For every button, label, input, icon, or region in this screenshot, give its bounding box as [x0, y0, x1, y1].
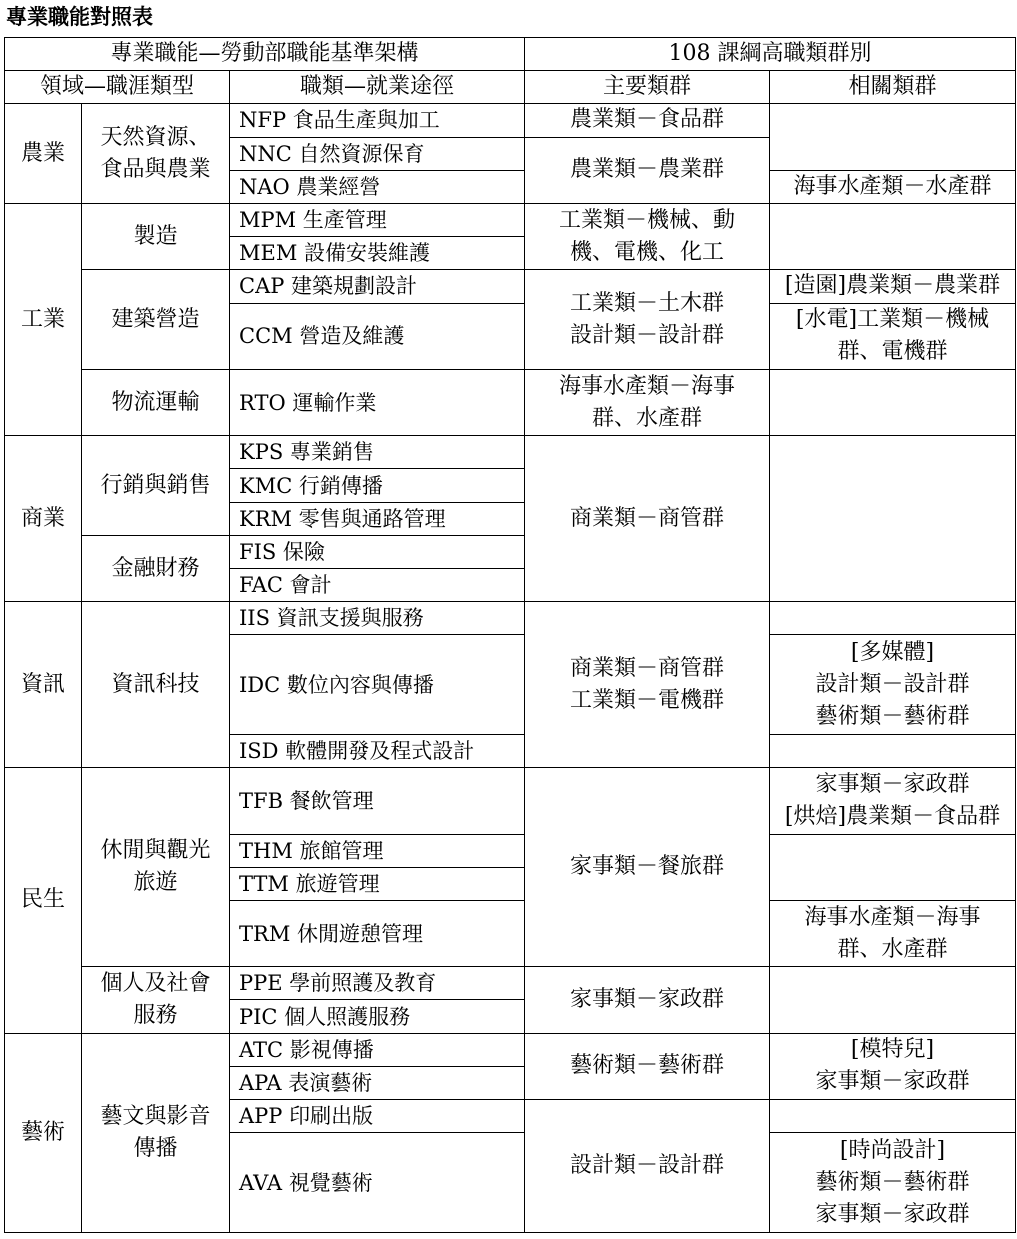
career-logistics: 物流運輸 [82, 369, 230, 435]
cell-line: 家事類－家政群 [815, 771, 970, 797]
occupation-fac: FAC 會計 [230, 569, 525, 602]
cell-line: 商業類－商管群 [569, 655, 724, 681]
related-group-idc [770, 635, 1016, 735]
cell-line: 設計類－設計群 [569, 322, 724, 348]
cell-line: 個人及社會 [100, 970, 211, 996]
table-row [5, 270, 1016, 303]
header-row-2 [5, 71, 1016, 104]
occupation-rto: RTO 運輸作業 [230, 369, 525, 435]
cell-line: [水電]工業類－機械 [795, 307, 990, 333]
occupation-pic: PIC 個人照護服務 [230, 1000, 525, 1033]
domain-agriculture: 農業 [5, 104, 82, 204]
cell-line: 工業類－土木群 [569, 290, 724, 316]
domain-commerce: 商業 [5, 436, 82, 602]
header-domain-type: 領域—職涯類型 [5, 71, 230, 104]
cell-line: 傳播 [133, 1135, 178, 1161]
related-group-nao: 海事水產類－水產群 [770, 170, 1016, 203]
main-group-food: 農業類－食品群 [525, 104, 770, 137]
career-finance: 金融財務 [82, 535, 230, 601]
occupation-ava: AVA 視覺藝術 [230, 1133, 525, 1233]
related-group-tfb [770, 768, 1016, 834]
occupation-atc: ATC 影視傳播 [230, 1033, 525, 1066]
main-group-agri: 農業類－農業群 [525, 137, 770, 203]
occupation-app: APP 印刷出版 [230, 1100, 525, 1133]
main-group-mech [525, 203, 770, 269]
main-group-business: 商業類－商管群 [525, 436, 770, 602]
cell-line: [模特兒] [850, 1037, 935, 1063]
cell-line: 天然資源、 [100, 124, 211, 150]
cell-line: 藝文與影音 [100, 1103, 211, 1129]
cell-line: 食品與農業 [100, 156, 211, 182]
domain-arts: 藝術 [5, 1033, 82, 1232]
table-row [5, 1033, 1016, 1066]
header-main-group: 主要類群 [525, 71, 770, 104]
occupation-thm: THM 旅館管理 [230, 834, 525, 867]
main-group-home: 家事類－家政群 [525, 967, 770, 1033]
occupation-iis: IIS 資訊支援與服務 [230, 602, 525, 635]
cell-line: 藝術類－藝術群 [815, 1169, 970, 1195]
cell-line: 工業類－電機群 [569, 687, 724, 713]
occupation-ttm: TTM 旅遊管理 [230, 867, 525, 900]
career-manufacturing: 製造 [82, 203, 230, 269]
related-group-ccm [770, 303, 1016, 369]
career-arts-media [82, 1033, 230, 1232]
occupation-nfp: NFP 食品生產與加工 [230, 104, 525, 137]
table-row [5, 104, 1016, 137]
table-row [5, 436, 1016, 469]
occupation-krm: KRM 零售與通路管理 [230, 502, 525, 535]
career-personal-service [82, 967, 230, 1033]
cell-line: 家事類－家政群 [815, 1201, 970, 1227]
cell-line: 家事類－家政群 [815, 1069, 970, 1095]
main-group-civil-design [525, 270, 770, 370]
occupation-kmc: KMC 行銷傳播 [230, 469, 525, 502]
occupation-ccm: CCM 營造及維護 [230, 303, 525, 369]
cell-line: [時尚設計] [839, 1137, 946, 1163]
cell-line: 海事水產類－海事 [558, 373, 735, 399]
main-group-arts: 藝術類－藝術群 [525, 1033, 770, 1099]
occupation-nao: NAO 農業經營 [230, 170, 525, 203]
occupation-tfb: TFB 餐飲管理 [230, 768, 525, 834]
occupation-idc: IDC 數位內容與傳播 [230, 635, 525, 735]
cell-line: 服務 [133, 1002, 178, 1028]
header-row-1 [5, 38, 1016, 71]
career-marketing: 行銷與銷售 [82, 436, 230, 536]
main-group-marine [525, 369, 770, 435]
related-group-empty [770, 602, 1016, 635]
cell-line: 海事水產類－海事 [804, 904, 981, 930]
cell-line: 旅遊 [133, 870, 178, 896]
table-row [5, 369, 1016, 435]
cell-line: [多媒體] [850, 639, 935, 665]
related-group-atc-apa [770, 1033, 1016, 1099]
cell-line: 群、水產群 [837, 936, 948, 962]
cell-line: 群、水產群 [591, 405, 702, 431]
header-curriculum: 108 課綱高職類群別 [525, 38, 1016, 71]
career-natural-resources [82, 104, 230, 204]
occupation-ppe: PPE 學前照護及教育 [230, 967, 525, 1000]
occupation-mpm: MPM 生產管理 [230, 203, 525, 236]
domain-it: 資訊 [5, 602, 82, 768]
related-group-empty [770, 834, 1016, 900]
career-leisure [82, 768, 230, 967]
related-group-cap: [造園]農業類－農業群 [770, 270, 1016, 303]
domain-industry: 工業 [5, 203, 82, 435]
cell-line: 藝術類－藝術群 [815, 703, 970, 729]
related-group-ava [770, 1133, 1016, 1233]
cell-line: 機、電機、化工 [569, 239, 724, 265]
main-group-it [525, 602, 770, 768]
table-row [5, 602, 1016, 635]
occupation-trm: TRM 休閒遊憩管理 [230, 900, 525, 966]
competency-table [4, 37, 1016, 1233]
cell-line: 群、電機群 [837, 339, 948, 365]
occupation-fis: FIS 保險 [230, 535, 525, 568]
cell-line: 設計類－設計群 [815, 671, 970, 697]
related-group-empty [770, 967, 1016, 1033]
occupation-nnc: NNC 自然資源保育 [230, 137, 525, 170]
header-occupation: 職類—就業途徑 [230, 71, 525, 104]
occupation-mem: MEM 設備安裝維護 [230, 237, 525, 270]
occupation-kps: KPS 專業銷售 [230, 436, 525, 469]
related-group-empty [770, 1100, 1016, 1133]
page-title: 專業職能對照表 [6, 5, 153, 29]
cell-line: [烘焙]農業類－食品群 [784, 803, 1001, 829]
table-row [5, 768, 1016, 801]
occupation-apa: APA 表演藝術 [230, 1066, 525, 1099]
related-group-empty [770, 203, 1016, 269]
main-group-design: 設計類－設計群 [525, 1100, 770, 1233]
main-group-catering: 家事類－餐旅群 [525, 768, 770, 967]
related-group-trm [770, 900, 1016, 966]
header-related-group: 相關類群 [770, 71, 1016, 104]
related-group-empty [770, 104, 1016, 170]
table-row [5, 203, 1016, 236]
domain-livelihood: 民生 [5, 768, 82, 1034]
career-info-tech: 資訊科技 [82, 602, 230, 768]
career-construction: 建築營造 [82, 270, 230, 370]
cell-line: 休閒與觀光 [100, 838, 211, 864]
related-group-empty [770, 734, 1016, 767]
header-framework: 專業職能—勞動部職能基準架構 [5, 38, 525, 71]
occupation-isd: ISD 軟體開發及程式設計 [230, 734, 525, 767]
related-group-empty [770, 436, 1016, 602]
table-row [5, 967, 1016, 1000]
cell-line: 工業類－機械、動 [558, 207, 735, 233]
occupation-cap: CAP 建築規劃設計 [230, 270, 525, 303]
related-group-empty [770, 369, 1016, 435]
